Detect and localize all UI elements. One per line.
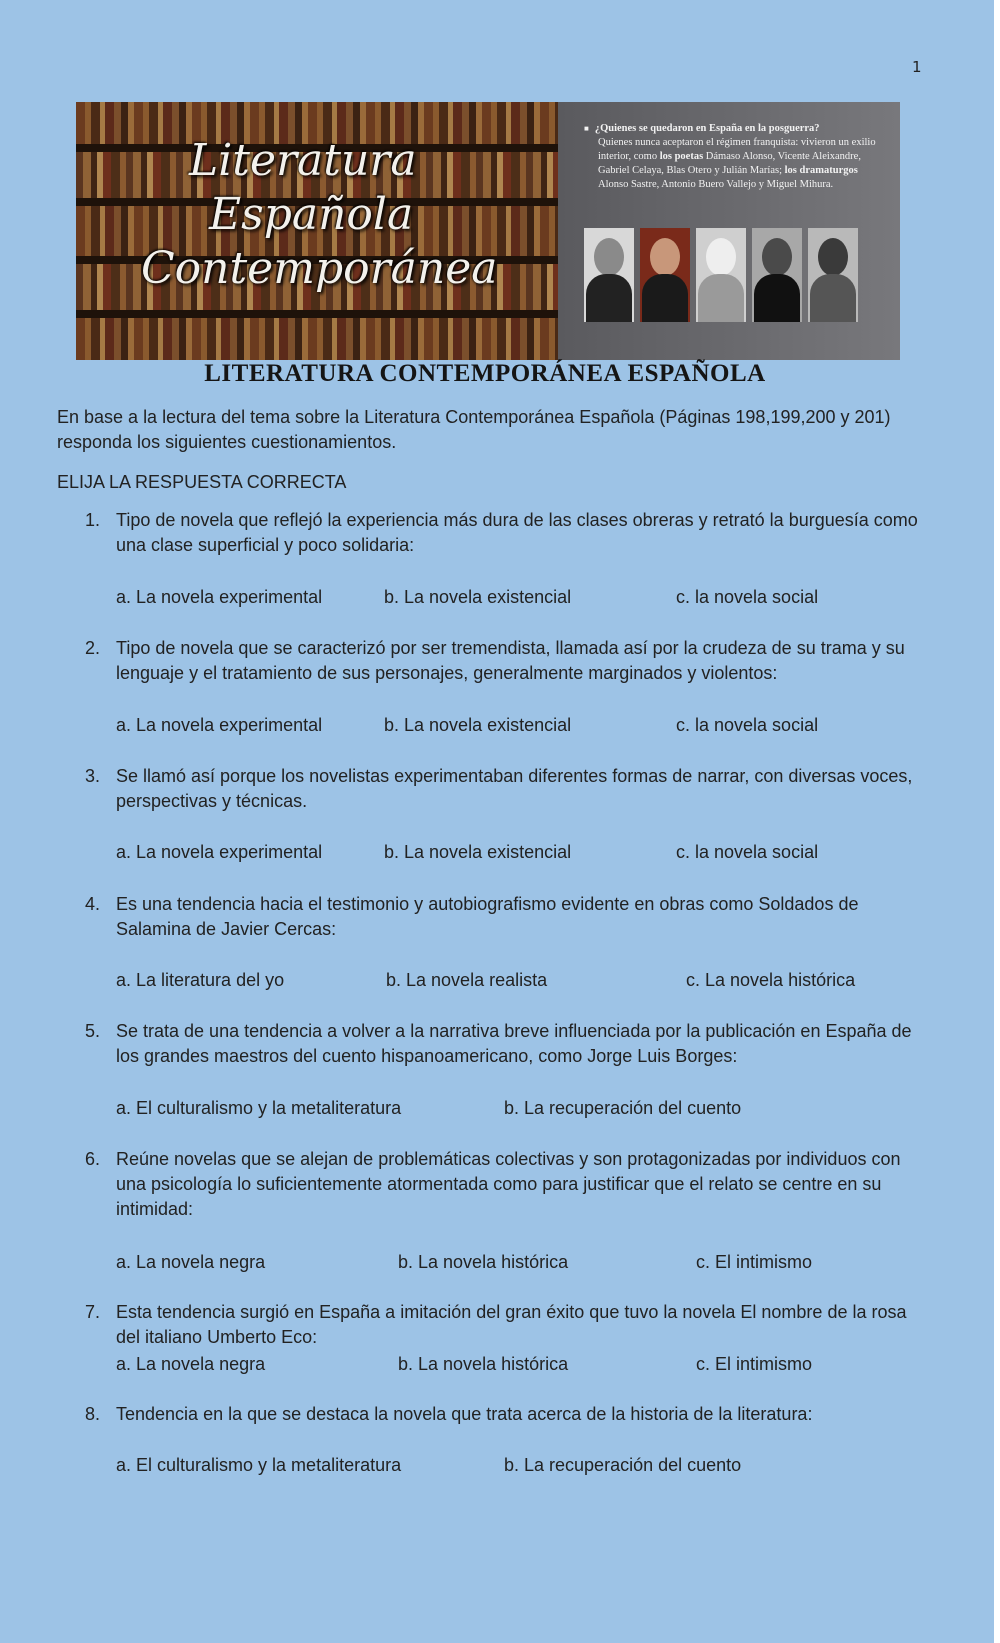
- option-a[interactable]: a. La novela experimental: [116, 587, 323, 607]
- question-5: 5. Se trata de una tendencia a volver a la narrativa breve influenciada por la publicación en España de los grandes maestros del cuento hispanoamericano, como Jorge Luis Borges:: [85, 1019, 925, 1069]
- question-text: Se llamó así porque los novelistas experimentaban diferentes formas de narrar, con diversas voces, perspectivas y técnicas.: [116, 766, 913, 811]
- option-b[interactable]: b. La novela existencial: [384, 715, 572, 735]
- option-c[interactable]: c. la novela social: [676, 715, 819, 735]
- option-a[interactable]: a. El culturalismo y la metaliteratura: [116, 1455, 402, 1475]
- option-b[interactable]: b. La novela existencial: [384, 842, 572, 862]
- question-6: 6. Reúne novelas que se alejan de problemáticas colectivas y son protagonizadas por individuos con una psicología lo suficientemente atormentada como para justificar que el relato se centre en su intimidad:: [85, 1147, 925, 1222]
- question-1: 1. Tipo de novela que reflejó la experiencia más dura de las clases obreras y retrató la burguesía como una clase superficial y poco solidaria:: [85, 508, 925, 558]
- author-photo: [696, 228, 746, 322]
- option-c[interactable]: c. la novela social: [676, 842, 819, 862]
- options-1: [116, 585, 936, 610]
- option-b[interactable]: b. La recuperación del cuento: [504, 1098, 742, 1118]
- option-a[interactable]: a. La novela experimental: [116, 842, 323, 862]
- question-text: Tipo de novela que reflejó la experiencia más dura de las clases obreras y retrató la burguesía como una clase superficial y poco solidaria:: [116, 510, 918, 555]
- question-4: 4. Es una tendencia hacia el testimonio y autobiografismo evidente en obras como Soldados de Salamina de Javier Cercas:: [85, 892, 925, 942]
- option-b[interactable]: b. La recuperación del cuento: [504, 1455, 742, 1475]
- option-b[interactable]: b. La novela histórica: [398, 1252, 569, 1272]
- options-4: [116, 968, 936, 993]
- options-8: [116, 1453, 936, 1478]
- option-a[interactable]: a. La literatura del yo: [116, 970, 285, 990]
- question-3: 3. Se llamó así porque los novelistas experimentaban diferentes formas de narrar, con diversas voces, perspectivas y técnicas.: [85, 764, 925, 814]
- question-2: 2. Tipo de novela que se caracterizó por ser tremendista, llamada así por la crudeza de su trama y su lenguaje y el tratamiento de sus personajes, generalmente marginados y violentos:: [85, 636, 925, 686]
- bullet-icon: ■: [584, 124, 589, 133]
- intro-paragraph: En base a la lectura del tema sobre la Literatura Contemporánea Española (Páginas 198,199,200 y 201) responda los siguientes cuestionamientos.: [57, 407, 891, 452]
- instruction-heading: ELIJA LA RESPUESTA CORRECTA: [57, 472, 347, 492]
- option-b[interactable]: b. La novela histórica: [398, 1354, 569, 1374]
- question-text: Se trata de una tendencia a volver a la narrativa breve influenciada por la publicación en España de los grandes maestros del cuento hispanoamericano, como Jorge Luis Borges:: [116, 1021, 912, 1066]
- option-a[interactable]: a. La novela negra: [116, 1252, 266, 1272]
- option-a[interactable]: a. La novela negra: [116, 1354, 266, 1374]
- author-photo: [808, 228, 858, 322]
- options-2: [116, 713, 936, 738]
- options-6: [116, 1250, 936, 1275]
- banner-title-line-2: Española: [209, 189, 414, 240]
- slide-text: [584, 122, 884, 192]
- author-photo: [640, 228, 690, 322]
- option-c[interactable]: c. El intimismo: [696, 1252, 813, 1272]
- author-photos: [584, 228, 858, 322]
- option-c[interactable]: c. La novela histórica: [686, 970, 856, 990]
- question-text: Tendencia en la que se destaca la novela que trata acerca de la historia de la literatura:: [116, 1404, 813, 1424]
- option-b[interactable]: b. La novela realista: [386, 970, 548, 990]
- banner-title-line-3: Contemporánea: [141, 243, 498, 294]
- slide-body: Quienes nunca aceptaron el régimen franquista: vivieron un exilio interior, como los poetas Dámaso Alonso, Vicente Aleixandre, Gabriel Celaya, Blas Otero y Julián Marías; los dramaturgos Alonso Sastre, Antonio Buero Vallejo y Miguel Mihura.: [598, 137, 876, 190]
- banner-title-line-1: Literatura: [189, 135, 417, 186]
- question-8: 8. Tendencia en la que se destaca la novela que trata acerca de la historia de la literatura:: [85, 1402, 925, 1427]
- banner-title: [131, 134, 551, 296]
- page-number: 1: [912, 58, 922, 76]
- option-c[interactable]: c. la novela social: [676, 587, 819, 607]
- options-7: [116, 1352, 936, 1377]
- option-c[interactable]: c. El intimismo: [696, 1354, 813, 1374]
- question-text: Esta tendencia surgió en España a imitación del gran éxito que tuvo la novela El nombre de la rosa del italiano Umberto Eco:: [116, 1302, 907, 1347]
- option-a[interactable]: a. El culturalismo y la metaliteratura: [116, 1098, 402, 1118]
- option-b[interactable]: b. La novela existencial: [384, 587, 572, 607]
- page-title: LITERATURA CONTEMPORÁNEA ESPAÑOLA: [204, 360, 766, 387]
- question-text: Reúne novelas que se alejan de problemáticas colectivas y son protagonizadas por individuos con una psicología lo suficientemente atormentada como para justificar que el relato se centre en su intimidad:: [116, 1149, 901, 1219]
- header-banner-image: [76, 102, 900, 360]
- question-7: 7. Esta tendencia surgió en España a imitación del gran éxito que tuvo la novela El nombre de la rosa del italiano Umberto Eco:: [85, 1300, 925, 1350]
- author-photo: [752, 228, 802, 322]
- slide-question: ¿Quienes se quedaron en España en la posguerra?: [594, 123, 820, 134]
- question-text: Tipo de novela que se caracterizó por ser tremendista, llamada así por la crudeza de su trama y su lenguaje y el tratamiento de sus personajes, generalmente marginados y violentos:: [116, 638, 905, 683]
- author-photo: [584, 228, 634, 322]
- options-5: [116, 1096, 936, 1121]
- bookshelf-image: [76, 102, 558, 360]
- option-a[interactable]: a. La novela experimental: [116, 715, 323, 735]
- presentation-slide: [558, 102, 900, 360]
- options-3: [116, 840, 936, 865]
- question-text: Es una tendencia hacia el testimonio y autobiografismo evidente en obras como Soldados de Salamina de Javier Cercas:: [116, 894, 859, 939]
